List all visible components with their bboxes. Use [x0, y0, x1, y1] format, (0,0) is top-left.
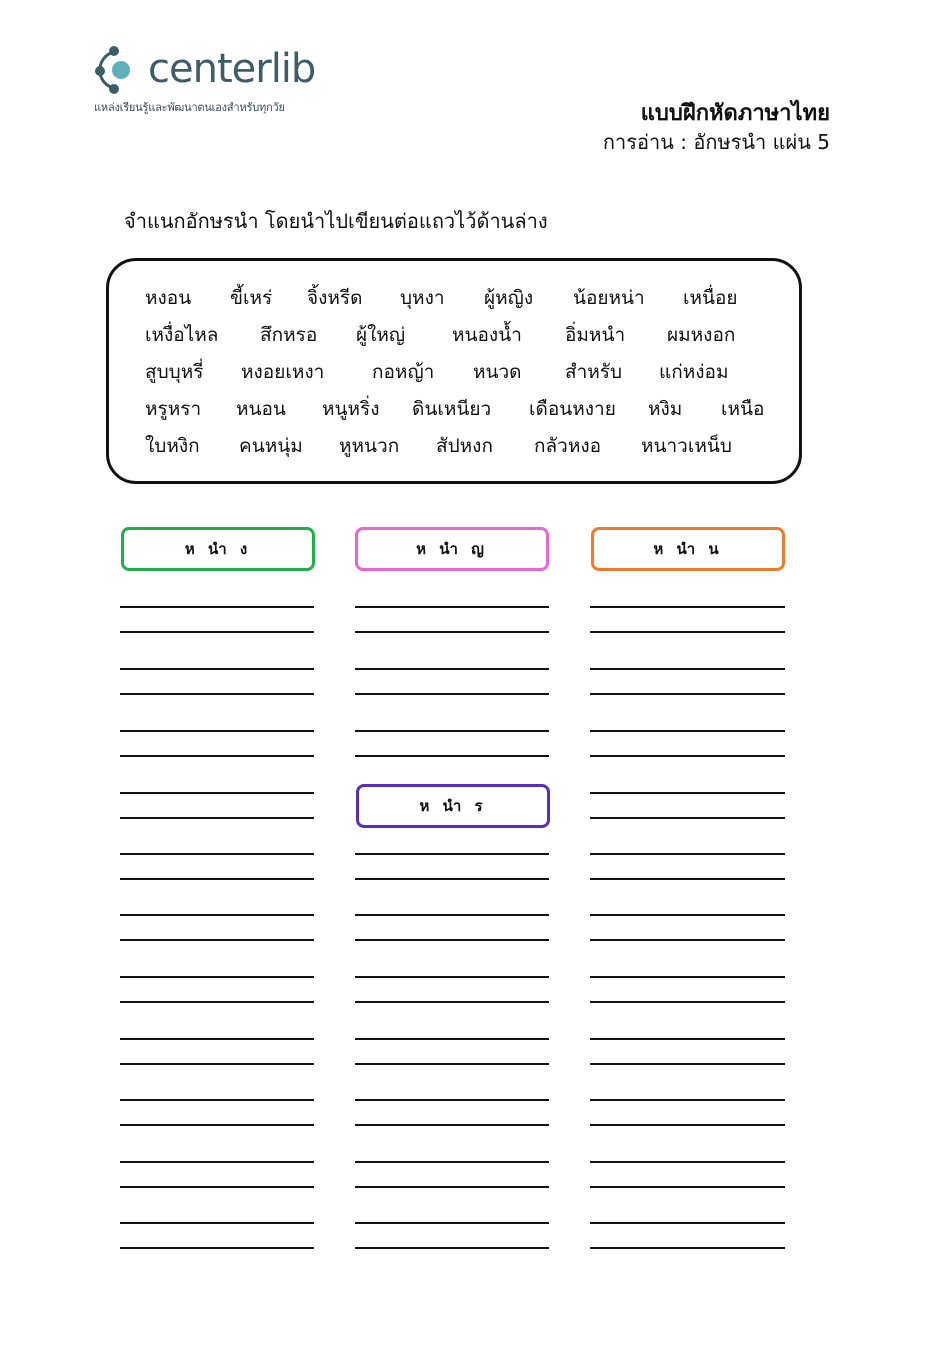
- word-item: คนหนุ่ม: [239, 435, 303, 457]
- answer-line[interactable]: [590, 1161, 785, 1163]
- answer-line[interactable]: [590, 631, 785, 633]
- word-bank-row: [145, 283, 775, 313]
- word-item: เหนื่อย: [683, 287, 738, 309]
- word-item: ดินเหนียว: [412, 398, 492, 420]
- answer-line[interactable]: [590, 939, 785, 941]
- answer-line[interactable]: [355, 631, 549, 633]
- answer-line[interactable]: [590, 606, 785, 608]
- answer-line[interactable]: [120, 792, 314, 794]
- answer-line[interactable]: [355, 1247, 549, 1249]
- answer-line[interactable]: [120, 668, 314, 670]
- answer-line[interactable]: [120, 976, 314, 978]
- answer-line[interactable]: [590, 1222, 785, 1224]
- word-item: จิ้งหรีด: [307, 287, 363, 309]
- word-bank-row: [145, 357, 775, 387]
- word-item: ผู้หญิง: [484, 287, 534, 309]
- word-item: แก่หง่อม: [659, 361, 729, 383]
- answer-line[interactable]: [590, 792, 785, 794]
- answer-line[interactable]: [590, 1186, 785, 1188]
- word-item: สัปหงก: [436, 435, 493, 457]
- word-item: สูบบุหรี่: [145, 361, 204, 383]
- answer-line[interactable]: [590, 693, 785, 695]
- word-item: หนอน: [236, 398, 286, 420]
- word-item: บุหงา: [400, 287, 445, 309]
- answer-line[interactable]: [355, 606, 549, 608]
- answer-line[interactable]: [120, 1186, 314, 1188]
- answer-line[interactable]: [590, 1247, 785, 1249]
- answer-line[interactable]: [355, 1099, 549, 1101]
- answer-line[interactable]: [355, 1001, 549, 1003]
- instruction-text: จำแนกอักษรนำ โดยนำไปเขียนต่อแถวไว้ด้านล่าง: [124, 209, 548, 233]
- answer-line[interactable]: [590, 1038, 785, 1040]
- word-item: หนองน้ำ: [452, 324, 522, 346]
- word-item: สำหรับ: [565, 361, 623, 383]
- answer-line[interactable]: [590, 976, 785, 978]
- word-item: อิ่มหนำ: [565, 324, 626, 346]
- word-item: สึกหรอ: [260, 324, 318, 346]
- answer-line[interactable]: [120, 1063, 314, 1065]
- word-item: ผู้ใหญ่: [356, 324, 406, 346]
- answer-line[interactable]: [590, 755, 785, 757]
- brand-tagline: แหล่งเรียนรู้และพัฒนาตนเองสำหรับทุกวัย: [94, 101, 285, 114]
- word-bank-row: [145, 394, 775, 424]
- answer-line[interactable]: [120, 878, 314, 880]
- answer-line[interactable]: [355, 1222, 549, 1224]
- word-item: หรูหรา: [145, 398, 202, 420]
- answer-line[interactable]: [355, 939, 549, 941]
- word-item: เหนือ: [721, 398, 765, 420]
- answer-line[interactable]: [120, 1038, 314, 1040]
- word-item: หูหนวก: [339, 435, 400, 457]
- answer-line[interactable]: [590, 1099, 785, 1101]
- answer-line[interactable]: [590, 730, 785, 732]
- answer-line[interactable]: [120, 817, 314, 819]
- answer-line[interactable]: [355, 1186, 549, 1188]
- answer-line[interactable]: [120, 606, 314, 608]
- answer-line[interactable]: [120, 853, 314, 855]
- category-label-n: ห นำ น: [591, 527, 785, 571]
- answer-line[interactable]: [355, 1124, 549, 1126]
- word-item: หงิม: [648, 398, 683, 420]
- answer-line[interactable]: [355, 730, 549, 732]
- answer-line[interactable]: [120, 914, 314, 916]
- answer-line[interactable]: [590, 1001, 785, 1003]
- answer-line[interactable]: [590, 1124, 785, 1126]
- answer-line[interactable]: [590, 878, 785, 880]
- word-item: กลัวหงอ: [534, 435, 602, 457]
- answer-line[interactable]: [120, 730, 314, 732]
- answer-line[interactable]: [120, 1222, 314, 1224]
- answer-line[interactable]: [355, 878, 549, 880]
- word-item: หนวด: [473, 361, 522, 383]
- word-item: หงอน: [145, 287, 192, 309]
- answer-line[interactable]: [590, 914, 785, 916]
- brand-logo: [92, 40, 342, 120]
- word-bank-box: [106, 258, 802, 484]
- answer-line[interactable]: [120, 939, 314, 941]
- answer-line[interactable]: [355, 668, 549, 670]
- answer-line[interactable]: [355, 755, 549, 757]
- answer-line[interactable]: [120, 631, 314, 633]
- answer-line[interactable]: [355, 853, 549, 855]
- word-item: เหงื่อไหล: [145, 324, 219, 346]
- category-label-r: ห นำ ร: [356, 784, 550, 828]
- word-bank-row: [145, 431, 775, 461]
- word-item: กอหญ้า: [372, 361, 435, 383]
- worksheet-subtitle: การอ่าน : อักษรนำ แผ่น 5: [602, 130, 830, 154]
- word-item: เดือนหงาย: [529, 398, 616, 420]
- worksheet-title: แบบฝึกหัดภาษาไทย: [640, 101, 830, 126]
- answer-line[interactable]: [120, 1247, 314, 1249]
- answer-line[interactable]: [355, 976, 549, 978]
- answer-line[interactable]: [120, 1099, 314, 1101]
- answer-line[interactable]: [590, 1063, 785, 1065]
- word-item: หนาวเหน็บ: [641, 435, 732, 457]
- answer-line[interactable]: [355, 914, 549, 916]
- category-label-ng: ห นำ ง: [121, 527, 315, 571]
- answer-line[interactable]: [590, 817, 785, 819]
- answer-line[interactable]: [120, 755, 314, 757]
- word-item: ผมหงอก: [667, 324, 736, 346]
- answer-line[interactable]: [355, 693, 549, 695]
- answer-line[interactable]: [355, 1063, 549, 1065]
- answer-line[interactable]: [355, 1161, 549, 1163]
- answer-line[interactable]: [120, 693, 314, 695]
- word-item: ใบหงิก: [145, 435, 200, 457]
- word-bank-row: [145, 320, 775, 350]
- answer-line[interactable]: [120, 1001, 314, 1003]
- molecule-logo-icon: [92, 43, 144, 95]
- word-item: ขี้เหร่: [230, 287, 273, 309]
- word-item: หงอยเหงา: [241, 361, 325, 383]
- answer-line[interactable]: [120, 1124, 314, 1126]
- answer-line[interactable]: [355, 1038, 549, 1040]
- brand-name: centerlib: [148, 46, 316, 92]
- word-item: น้อยหน่า: [573, 287, 645, 309]
- word-item: หนูหริ่ง: [322, 398, 380, 420]
- answer-line[interactable]: [120, 1161, 314, 1163]
- category-label-y: ห นำ ญ: [355, 527, 549, 571]
- answer-line[interactable]: [590, 853, 785, 855]
- answer-line[interactable]: [590, 668, 785, 670]
